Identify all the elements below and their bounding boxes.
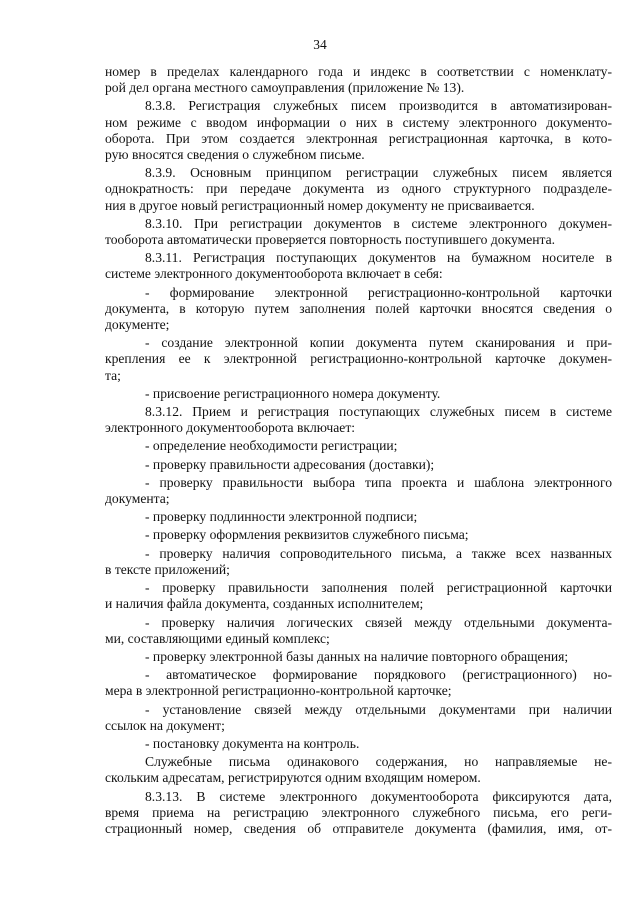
text-line: - постановку документа на контроль.	[145, 735, 360, 751]
paragraph	[105, 789, 612, 838]
text-line: документа;	[105, 491, 170, 507]
paragraph	[105, 335, 612, 384]
text-line: рую вносятся сведения о служебном письме.	[105, 147, 365, 163]
paragraph	[105, 404, 612, 436]
text-line: - установление связей между отдельными документами при наличии	[145, 701, 612, 717]
text-line: - проверку правильности заполнения полей регистрационной карточки	[145, 580, 612, 596]
text-line: - проверку оформления реквизитов служебного письма;	[145, 527, 469, 543]
text-line: оборота. При этом создается электронная регистрационная карточка, в кото-	[105, 130, 612, 146]
paragraph	[105, 216, 612, 248]
paragraph	[105, 475, 612, 507]
text-line: - формирование электронной регистрационно-контрольной карточки	[145, 284, 612, 300]
text-line: документе;	[105, 317, 170, 333]
text-line: время приема на регистрацию электронного служебного письма, его реги-	[105, 804, 612, 820]
text-line: - проверку правильности адресования (доставки);	[145, 456, 435, 472]
text-line: страционный номер, сведения об отправителе документа (фамилия, имя, от-	[105, 820, 612, 836]
text-line: - проверку подлинности электронной подписи;	[145, 509, 418, 525]
text-line: - присвоение регистрационного номера документу.	[145, 385, 441, 401]
text-line: документа, в которую путем заполнения полей карточки вносятся сведения о	[105, 300, 612, 316]
paragraph	[105, 649, 612, 665]
text-line: ми, составляющими единый комплекс;	[105, 630, 330, 646]
text-line: в тексте приложений;	[105, 561, 230, 577]
text-line: та;	[105, 367, 121, 383]
text-line: мера в электронной регистрационно-контрольной карточке;	[105, 683, 452, 699]
paragraph	[105, 98, 612, 163]
text-line: 8.3.9. Основным принципом регистрации служебных писем является	[145, 165, 612, 181]
paragraph	[105, 165, 612, 214]
paragraph	[105, 438, 612, 454]
paragraph	[105, 736, 612, 752]
text-line: - проверку наличия сопроводительного письма, а также всех названных	[145, 545, 612, 561]
text-line: скольким адресатам, регистрируются одним входящим номером.	[105, 770, 481, 786]
document-body	[105, 64, 612, 839]
paragraph	[105, 285, 612, 334]
paragraph	[105, 457, 612, 473]
text-line: ссылок на документ;	[105, 717, 225, 733]
text-line: 8.3.13. В системе электронного документооборота фиксируются дата,	[145, 788, 612, 804]
paragraph	[105, 615, 612, 647]
paragraph	[105, 509, 612, 525]
paragraph	[105, 527, 612, 543]
text-line: рой дел органа местного самоуправления (приложение № 13).	[105, 80, 465, 96]
text-line: электронного документооборота включает:	[105, 420, 356, 436]
paragraph	[105, 546, 612, 578]
text-line: - проверку наличия логических связей между отдельными документа-	[145, 614, 612, 630]
paragraph	[105, 250, 612, 282]
text-line: 8.3.8. Регистрация служебных писем производится в автоматизирован-	[145, 98, 612, 114]
text-line: ния в другое новый регистрационный номер документу не присваивается.	[105, 197, 535, 213]
page-number: 34	[313, 37, 327, 52]
text-line: крепления ее к электронной регистрационно-контрольной карточке докумен-	[105, 351, 612, 367]
text-line: однократность: при передаче документа из одного структурного подразделе-	[105, 181, 612, 197]
paragraph	[105, 580, 612, 612]
text-line: системе электронного документооборота включает в себя:	[105, 266, 443, 282]
paragraph	[105, 754, 612, 786]
text-line: - проверку электронной базы данных на наличие повторного обращения;	[145, 648, 569, 664]
text-line: ном режиме с вводом информации о них в систему электронного документо-	[105, 114, 612, 130]
text-line: - определение необходимости регистрации;	[145, 438, 398, 454]
text-line: Служебные письма одинакового содержания, но направляемые не-	[145, 754, 612, 770]
paragraph	[105, 64, 612, 96]
text-line: 8.3.11. Регистрация поступающих документов на бумажном носителе в	[145, 250, 612, 266]
text-line: номер в пределах календарного года и индекс в соответствии с номенклату-	[105, 64, 612, 79]
text-line: - создание электронной копии документа путем сканирования и при-	[145, 335, 612, 351]
text-line: 8.3.10. При регистрации документов в системе электронного докумен-	[145, 215, 612, 231]
paragraph	[105, 386, 612, 402]
text-line: - проверку правильности выбора типа проекта и шаблона электронного	[145, 474, 612, 490]
text-line: тооборота автоматически проверяется повторность поступившего документа.	[105, 232, 556, 248]
text-line: - автоматическое формирование порядкового (регистрационного) но-	[145, 667, 612, 683]
paragraph	[105, 702, 612, 734]
paragraph	[105, 667, 612, 699]
text-line: и наличия файла документа, созданных исполнителем;	[105, 596, 424, 612]
text-line: 8.3.12. Прием и регистрация поступающих служебных писем в системе	[145, 404, 612, 420]
